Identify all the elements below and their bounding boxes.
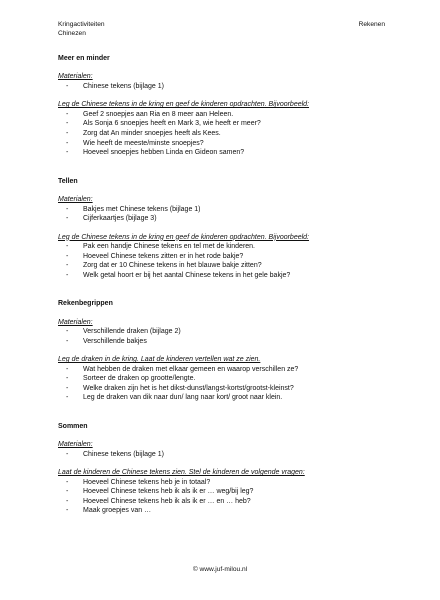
page-footer: © www.juf-milou.nl [192, 566, 248, 573]
header-right: Rekenen [358, 21, 385, 28]
task-item: - Als Sonja 6 snoepjes heeft en Mark 3, wie heeft er meer? [66, 119, 385, 129]
task-item: - Leg de draken van dik naar dun/ lang naar kort/ groot naar klein. [66, 393, 385, 403]
task-item: - Sorteer de draken op grootte/lengte. [66, 374, 385, 384]
instruction-text: Leg de draken in de kring. Laat de kinderen vertellen wat ze zien. [58, 356, 261, 364]
materials-item: - Bakjes met Chinese tekens (bijlage 1) [66, 205, 385, 215]
materials-item: - Chinese tekens (bijlage 1) [66, 450, 385, 460]
header-left: Kringactiviteiten [58, 21, 105, 28]
task-item: - Geef 2 snoepjes aan Ria en 8 meer aan Heleen. [66, 110, 385, 120]
header-center: Chinezen [58, 29, 86, 37]
materials-label: Materialen: [58, 196, 93, 204]
instruction-text: Leg de Chinese tekens in de kring en geef de kinderen opdrachten. Bijvoorbeeld: [58, 233, 310, 241]
section [58, 54, 385, 158]
task-item: - Wie heeft de meeste/minste snoepjes? [66, 139, 385, 149]
task-item: - Maak groepjes van … [66, 506, 385, 516]
materials-label: Materialen: [58, 441, 93, 449]
materials-item: - Verschillende bakjes [66, 337, 385, 347]
materials-item: - Cijferkaartjes (bijlage 3) [66, 214, 385, 224]
task-item: - Hoeveel snoepjes hebben Linda en Gideon samen? [66, 148, 385, 158]
materials-list [58, 82, 385, 92]
section-title: Rekenbegrippen [58, 300, 113, 308]
materials-label: Materialen: [58, 73, 93, 81]
task-item: - Hoeveel Chinese tekens heb je in totaal? [66, 478, 385, 488]
task-item: - Zorg dat er 10 Chinese tekens in het blauwe bakje zitten? [66, 261, 385, 271]
materials-item: - Chinese tekens (bijlage 1) [66, 82, 385, 92]
section [58, 299, 385, 403]
materials-list [58, 450, 385, 460]
materials-label: Materialen: [58, 318, 93, 326]
task-list [58, 365, 385, 403]
materials-list [58, 327, 385, 346]
task-list [58, 110, 385, 158]
instruction-text: Leg de Chinese tekens in de kring en geef de kinderen opdrachten. Bijvoorbeeld: [58, 101, 310, 109]
task-item: - Zorg dat An minder snoepjes heeft als Kees. [66, 129, 385, 139]
task-item: - Hoeveel Chinese tekens zitten er in het rode bakje? [66, 252, 385, 262]
header-center-wrap [58, 30, 385, 39]
task-list [58, 242, 385, 280]
task-item: - Hoeveel Chinese tekens heb ik als ik er … en … heb? [66, 497, 385, 507]
section-title: Sommen [58, 422, 88, 430]
section [58, 422, 385, 516]
task-item: - Wat hebben de draken met elkaar gemeen en waarop verschillen ze? [66, 365, 385, 375]
section-title: Tellen [58, 177, 78, 185]
task-list [58, 478, 385, 516]
task-item: - Welke draken zijn het is het dikst-dunst/langst-kortst/grootst-kleinst? [66, 384, 385, 394]
page-header [58, 21, 385, 30]
sections-container [58, 54, 385, 516]
section [58, 177, 385, 281]
task-item: - Hoeveel Chinese tekens heb ik als ik er … weg/bij leg? [66, 487, 385, 497]
materials-item: - Verschillende draken (bijlage 2) [66, 327, 385, 337]
materials-list [58, 205, 385, 224]
instruction-text: Laat de kinderen de Chinese tekens zien. Stel de kinderen de volgende vragen: [58, 469, 305, 477]
task-item: - Pak een handje Chinese tekens en tel met de kinderen. [66, 242, 385, 252]
section-title: Meer en minder [58, 54, 110, 62]
task-item: - Welk getal hoort er bij het aantal Chinese tekens in het gele bakje? [66, 271, 385, 281]
